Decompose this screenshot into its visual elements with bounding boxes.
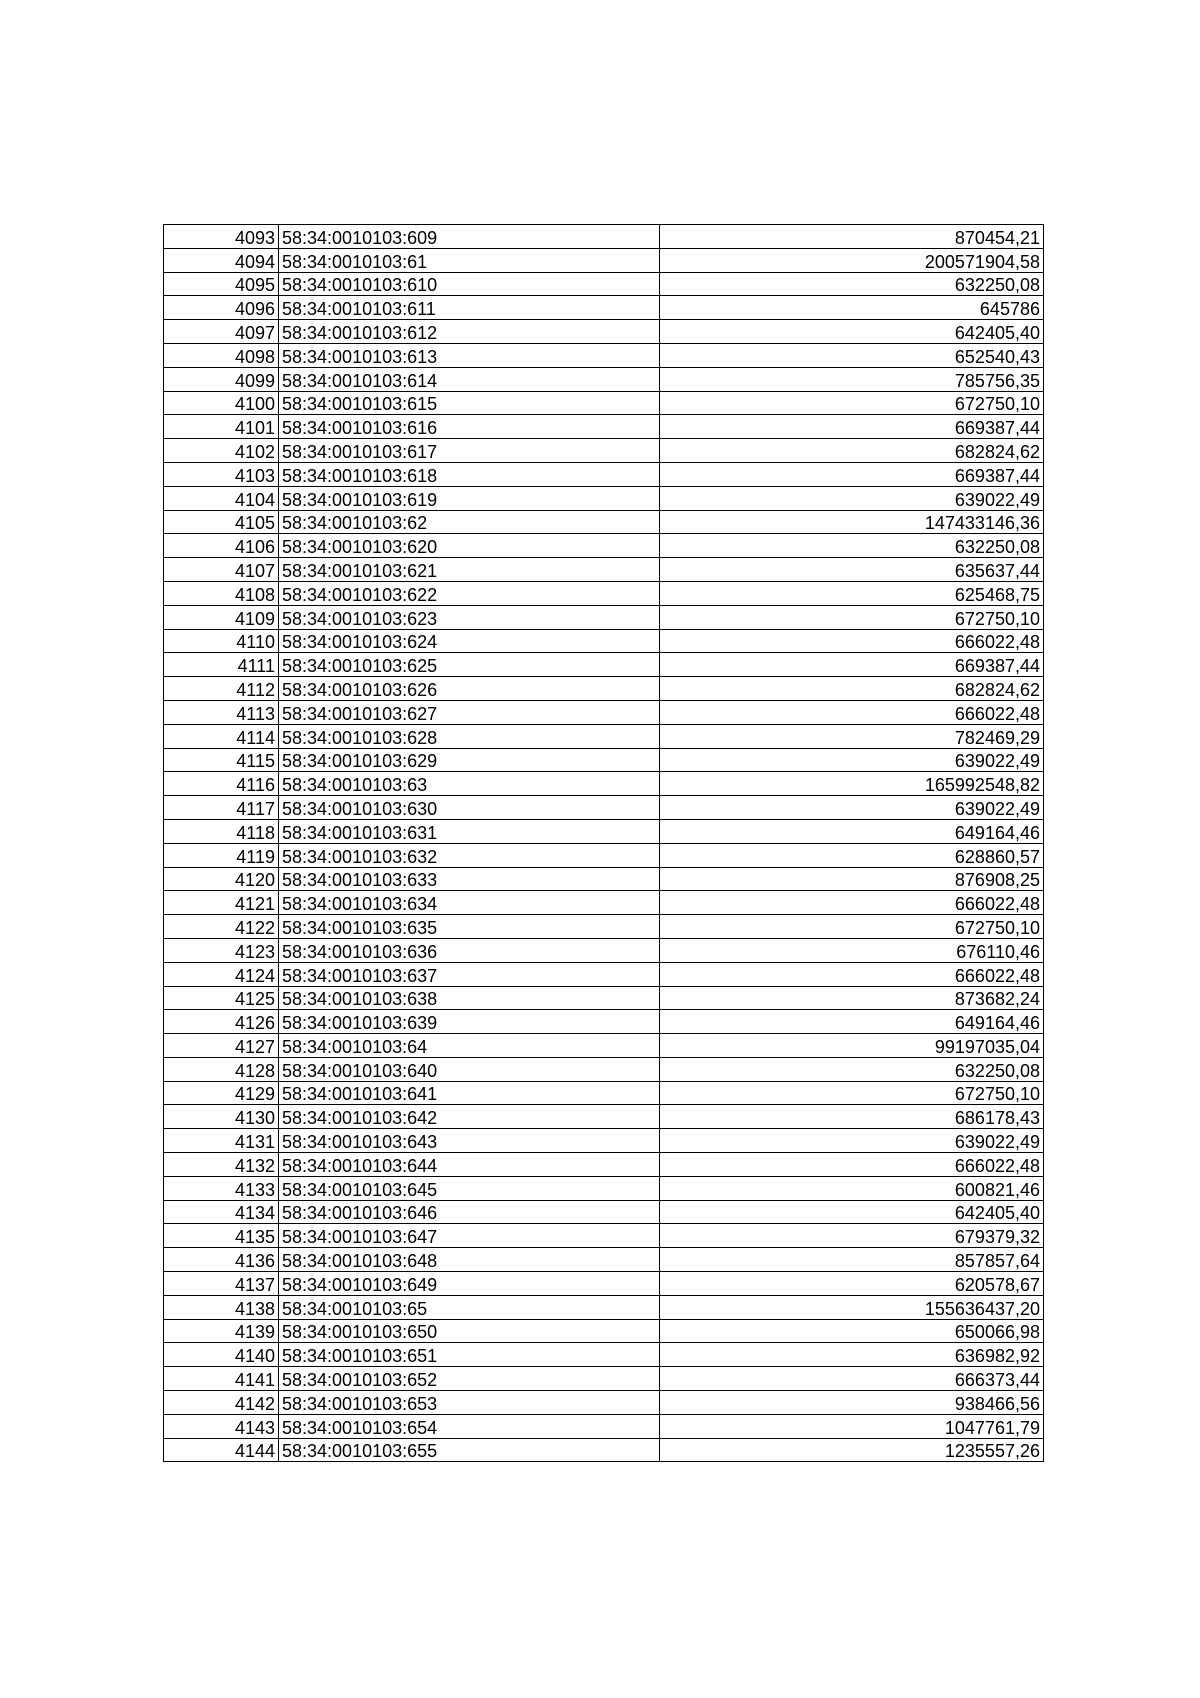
cadastral-number-cell: 58:34:0010103:622: [279, 581, 660, 605]
row-number-cell: 4123: [164, 938, 279, 962]
table-row: [164, 343, 1044, 367]
table-row: [164, 605, 1044, 629]
table-row: [164, 367, 1044, 391]
row-number-cell: 4139: [164, 1319, 279, 1343]
cadastral-value-cell: 632250,08: [660, 534, 1044, 558]
row-number-cell: 4094: [164, 248, 279, 272]
cadastral-number-cell: 58:34:0010103:636: [279, 938, 660, 962]
table-row: [164, 915, 1044, 939]
cadastral-value-cell: 672750,10: [660, 605, 1044, 629]
cadastral-number-cell: 58:34:0010103:611: [279, 296, 660, 320]
table-row: [164, 748, 1044, 772]
cadastral-value-cell: 649164,46: [660, 819, 1044, 843]
cadastral-value-cell: 666022,48: [660, 1153, 1044, 1177]
cadastral-value-cell: 652540,43: [660, 343, 1044, 367]
table-row: [164, 772, 1044, 796]
cadastral-number-cell: 58:34:0010103:648: [279, 1248, 660, 1272]
cadastral-number-cell: 58:34:0010103:632: [279, 843, 660, 867]
cadastral-number-cell: 58:34:0010103:649: [279, 1272, 660, 1296]
table-row: [164, 1176, 1044, 1200]
cadastral-number-cell: 58:34:0010103:63: [279, 772, 660, 796]
table-row: [164, 1438, 1044, 1462]
cadastral-number-cell: 58:34:0010103:655: [279, 1438, 660, 1462]
row-number-cell: 4135: [164, 1224, 279, 1248]
cadastral-value-cell: 632250,08: [660, 1057, 1044, 1081]
table-row: [164, 653, 1044, 677]
row-number-cell: 4098: [164, 343, 279, 367]
cadastral-number-cell: 58:34:0010103:651: [279, 1343, 660, 1367]
row-number-cell: 4093: [164, 225, 279, 249]
cadastral-number-cell: 58:34:0010103:626: [279, 677, 660, 701]
table-row: [164, 415, 1044, 439]
cadastral-value-cell: 625468,75: [660, 581, 1044, 605]
row-number-cell: 4121: [164, 891, 279, 915]
cadastral-number-cell: 58:34:0010103:635: [279, 915, 660, 939]
cadastral-value-cell: 600821,46: [660, 1176, 1044, 1200]
table-row: [164, 1105, 1044, 1129]
cadastral-number-cell: 58:34:0010103:629: [279, 748, 660, 772]
cadastral-number-cell: 58:34:0010103:628: [279, 724, 660, 748]
row-number-cell: 4143: [164, 1414, 279, 1438]
row-number-cell: 4104: [164, 486, 279, 510]
cadastral-number-cell: 58:34:0010103:644: [279, 1153, 660, 1177]
cadastral-number-cell: 58:34:0010103:62: [279, 510, 660, 534]
cadastral-value-cell: 147433146,36: [660, 510, 1044, 534]
cadastral-number-cell: 58:34:0010103:614: [279, 367, 660, 391]
row-number-cell: 4120: [164, 867, 279, 891]
row-number-cell: 4095: [164, 272, 279, 296]
table-row: [164, 1272, 1044, 1296]
table-row: [164, 891, 1044, 915]
cadastral-value-cell: 782469,29: [660, 724, 1044, 748]
cadastral-number-cell: 58:34:0010103:633: [279, 867, 660, 891]
table-row: [164, 1129, 1044, 1153]
row-number-cell: 4126: [164, 1010, 279, 1034]
cadastral-value-cell: 870454,21: [660, 225, 1044, 249]
row-number-cell: 4125: [164, 986, 279, 1010]
cadastral-number-cell: 58:34:0010103:616: [279, 415, 660, 439]
table-row: [164, 225, 1044, 249]
cadastral-value-cell: 620578,67: [660, 1272, 1044, 1296]
cadastral-value-cell: 666373,44: [660, 1367, 1044, 1391]
table-row: [164, 248, 1044, 272]
row-number-cell: 4141: [164, 1367, 279, 1391]
row-number-cell: 4096: [164, 296, 279, 320]
table-row: [164, 486, 1044, 510]
cadastral-number-cell: 58:34:0010103:610: [279, 272, 660, 296]
cadastral-number-cell: 58:34:0010103:613: [279, 343, 660, 367]
table-row: [164, 843, 1044, 867]
row-number-cell: 4114: [164, 724, 279, 748]
table-row: [164, 986, 1044, 1010]
cadastral-value-cell: 938466,56: [660, 1391, 1044, 1415]
row-number-cell: 4136: [164, 1248, 279, 1272]
cadastral-number-cell: 58:34:0010103:619: [279, 486, 660, 510]
cadastral-number-cell: 58:34:0010103:641: [279, 1081, 660, 1105]
table-row: [164, 462, 1044, 486]
table-row: [164, 534, 1044, 558]
cadastral-number-cell: 58:34:0010103:65: [279, 1295, 660, 1319]
row-number-cell: 4116: [164, 772, 279, 796]
cadastral-value-cell: 672750,10: [660, 1081, 1044, 1105]
cadastral-value-cell: 639022,49: [660, 748, 1044, 772]
table-row: [164, 1081, 1044, 1105]
table-row: [164, 1391, 1044, 1415]
row-number-cell: 4131: [164, 1129, 279, 1153]
cadastral-value-cell: 165992548,82: [660, 772, 1044, 796]
table-row: [164, 962, 1044, 986]
table-row: [164, 391, 1044, 415]
row-number-cell: 4115: [164, 748, 279, 772]
cadastral-number-cell: 58:34:0010103:618: [279, 462, 660, 486]
cadastral-value-cell: 676110,46: [660, 938, 1044, 962]
cadastral-value-cell: 876908,25: [660, 867, 1044, 891]
table-row: [164, 272, 1044, 296]
cadastral-number-cell: 58:34:0010103:624: [279, 629, 660, 653]
cadastral-number-cell: 58:34:0010103:617: [279, 439, 660, 463]
row-number-cell: 4102: [164, 439, 279, 463]
cadastral-value-cell: 785756,35: [660, 367, 1044, 391]
table-row: [164, 1319, 1044, 1343]
table-row: [164, 1034, 1044, 1058]
cadastral-value-cell: 686178,43: [660, 1105, 1044, 1129]
cadastral-number-cell: 58:34:0010103:621: [279, 558, 660, 582]
row-number-cell: 4129: [164, 1081, 279, 1105]
cadastral-value-cell: 636982,92: [660, 1343, 1044, 1367]
cadastral-number-cell: 58:34:0010103:631: [279, 819, 660, 843]
row-number-cell: 4128: [164, 1057, 279, 1081]
cadastral-number-cell: 58:34:0010103:645: [279, 1176, 660, 1200]
cadastral-number-cell: 58:34:0010103:653: [279, 1391, 660, 1415]
row-number-cell: 4130: [164, 1105, 279, 1129]
cadastral-number-cell: 58:34:0010103:637: [279, 962, 660, 986]
cadastral-number-cell: 58:34:0010103:609: [279, 225, 660, 249]
row-number-cell: 4097: [164, 320, 279, 344]
row-number-cell: 4107: [164, 558, 279, 582]
table-row: [164, 439, 1044, 463]
row-number-cell: 4127: [164, 1034, 279, 1058]
row-number-cell: 4140: [164, 1343, 279, 1367]
cadastral-number-cell: 58:34:0010103:634: [279, 891, 660, 915]
cadastral-value-cell: 669387,44: [660, 462, 1044, 486]
cadastral-number-cell: 58:34:0010103:643: [279, 1129, 660, 1153]
table-row: [164, 1367, 1044, 1391]
cadastral-value-cell: 155636437,20: [660, 1295, 1044, 1319]
row-number-cell: 4110: [164, 629, 279, 653]
cadastral-value-cell: 635637,44: [660, 558, 1044, 582]
row-number-cell: 4105: [164, 510, 279, 534]
row-number-cell: 4103: [164, 462, 279, 486]
row-number-cell: 4111: [164, 653, 279, 677]
cadastral-value-cell: 645786: [660, 296, 1044, 320]
table-row: [164, 938, 1044, 962]
cadastral-value-cell: 99197035,04: [660, 1034, 1044, 1058]
cadastral-value-cell: 666022,48: [660, 962, 1044, 986]
table-row: [164, 1224, 1044, 1248]
cadastral-number-cell: 58:34:0010103:625: [279, 653, 660, 677]
table-row: [164, 677, 1044, 701]
cadastral-value-cell: 1047761,79: [660, 1414, 1044, 1438]
row-number-cell: 4101: [164, 415, 279, 439]
cadastral-number-cell: 58:34:0010103:647: [279, 1224, 660, 1248]
row-number-cell: 4144: [164, 1438, 279, 1462]
table-row: [164, 1153, 1044, 1177]
cadastral-number-cell: 58:34:0010103:639: [279, 1010, 660, 1034]
cadastral-value-cell: 873682,24: [660, 986, 1044, 1010]
table-row: [164, 796, 1044, 820]
row-number-cell: 4113: [164, 700, 279, 724]
row-number-cell: 4119: [164, 843, 279, 867]
row-number-cell: 4134: [164, 1200, 279, 1224]
cadastral-value-cell: 649164,46: [660, 1010, 1044, 1034]
cadastral-number-cell: 58:34:0010103:640: [279, 1057, 660, 1081]
table-row: [164, 724, 1044, 748]
cadastral-value-cell: 669387,44: [660, 653, 1044, 677]
table-row: [164, 296, 1044, 320]
row-number-cell: 4106: [164, 534, 279, 558]
table-row: [164, 700, 1044, 724]
cadastral-value-cell: 632250,08: [660, 272, 1044, 296]
table-row: [164, 510, 1044, 534]
row-number-cell: 4132: [164, 1153, 279, 1177]
cadastral-number-cell: 58:34:0010103:623: [279, 605, 660, 629]
cadastral-value-cell: 639022,49: [660, 796, 1044, 820]
table-row: [164, 581, 1044, 605]
row-number-cell: 4133: [164, 1176, 279, 1200]
cadastral-value-cell: 666022,48: [660, 629, 1044, 653]
row-number-cell: 4100: [164, 391, 279, 415]
cadastral-number-cell: 58:34:0010103:620: [279, 534, 660, 558]
cadastral-value-cell: 669387,44: [660, 415, 1044, 439]
table-row: [164, 819, 1044, 843]
row-number-cell: 4109: [164, 605, 279, 629]
row-number-cell: 4112: [164, 677, 279, 701]
cadastral-value-cell: 682824,62: [660, 677, 1044, 701]
cadastral-value-cell: 642405,40: [660, 320, 1044, 344]
cadastral-number-cell: 58:34:0010103:61: [279, 248, 660, 272]
cadastral-value-cell: 666022,48: [660, 891, 1044, 915]
row-number-cell: 4117: [164, 796, 279, 820]
row-number-cell: 4118: [164, 819, 279, 843]
table-row: [164, 320, 1044, 344]
cadastral-number-cell: 58:34:0010103:650: [279, 1319, 660, 1343]
row-number-cell: 4124: [164, 962, 279, 986]
table-row: [164, 1248, 1044, 1272]
cadastral-value-cell: 682824,62: [660, 439, 1044, 463]
cadastral-number-cell: 58:34:0010103:642: [279, 1105, 660, 1129]
table-row: [164, 1343, 1044, 1367]
cadastral-number-cell: 58:34:0010103:630: [279, 796, 660, 820]
table-row: [164, 1414, 1044, 1438]
cadastral-number-cell: 58:34:0010103:64: [279, 1034, 660, 1058]
cadastral-number-cell: 58:34:0010103:612: [279, 320, 660, 344]
cadastral-value-cell: 857857,64: [660, 1248, 1044, 1272]
cadastral-value-cell: 200571904,58: [660, 248, 1044, 272]
cadastral-value-cell: 666022,48: [660, 700, 1044, 724]
cadastral-value-cell: 672750,10: [660, 391, 1044, 415]
table-row: [164, 1200, 1044, 1224]
row-number-cell: 4142: [164, 1391, 279, 1415]
row-number-cell: 4099: [164, 367, 279, 391]
cadastral-number-cell: 58:34:0010103:638: [279, 986, 660, 1010]
cadastral-value-cell: 672750,10: [660, 915, 1044, 939]
table-row: [164, 558, 1044, 582]
table-row: [164, 1010, 1044, 1034]
row-number-cell: 4108: [164, 581, 279, 605]
cadastral-value-cell: 628860,57: [660, 843, 1044, 867]
row-number-cell: 4137: [164, 1272, 279, 1296]
cadastral-number-cell: 58:34:0010103:646: [279, 1200, 660, 1224]
cadastral-value-cell: 650066,98: [660, 1319, 1044, 1343]
table-row: [164, 1295, 1044, 1319]
cadastral-number-cell: 58:34:0010103:652: [279, 1367, 660, 1391]
row-number-cell: 4122: [164, 915, 279, 939]
table-body: [164, 225, 1044, 1462]
table-row: [164, 1057, 1044, 1081]
cadastral-number-cell: 58:34:0010103:654: [279, 1414, 660, 1438]
table-row: [164, 629, 1044, 653]
cadastral-value-cell: 679379,32: [660, 1224, 1044, 1248]
row-number-cell: 4138: [164, 1295, 279, 1319]
cadastral-value-cell: 642405,40: [660, 1200, 1044, 1224]
cadastral-value-cell: 639022,49: [660, 1129, 1044, 1153]
cadastral-number-cell: 58:34:0010103:615: [279, 391, 660, 415]
table-row: [164, 867, 1044, 891]
cadastral-value-cell: 1235557,26: [660, 1438, 1044, 1462]
cadastral-value-cell: 639022,49: [660, 486, 1044, 510]
cadastral-number-cell: 58:34:0010103:627: [279, 700, 660, 724]
cadastral-value-table: [163, 224, 1044, 1462]
